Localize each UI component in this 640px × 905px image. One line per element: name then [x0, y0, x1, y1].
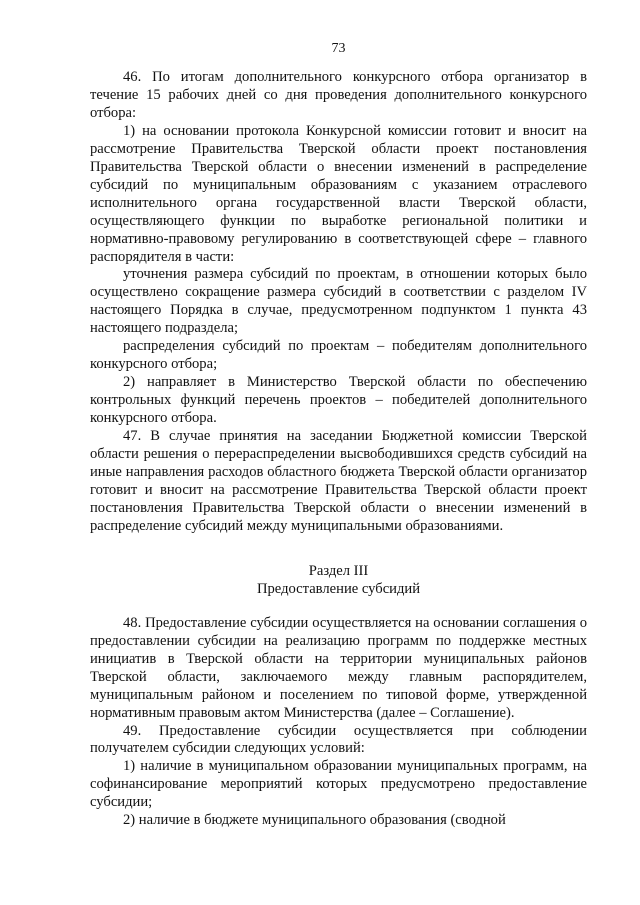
paragraph-49-item-1: 1) наличие в муниципальном образовании муниципальных программ, на софинансирование мероприятий которых предусмотрено предоставление субсидии; — [90, 758, 587, 811]
paragraph-49-item-2: 2) наличие в бюджете муниципального образования (сводной — [123, 812, 506, 829]
document-body — [90, 69, 587, 830]
paragraph-47: 47. В случае принятия на заседании Бюджетной комиссии Тверской области решения о перераспределении высвободившихся средств субсидий на иные направления расходов областного бюджета Тверской области организатор готовит и вносит на рассмотрение Правительства Тверской области проект постановления Правительства Тверской области о внесении изменений в распределение субсидий между муниципальными образованиями. — [90, 428, 587, 534]
section-heading — [90, 562, 587, 599]
paragraph-46-item-1: 1) на основании протокола Конкурсной комиссии готовит и вносит на рассмотрение Правительства Тверской области проект постановления Правительства Тверской области о внесении изменений в распределение субсидий по муниципальным образованиям с указанием отраслевого исполнительного органа государственной власти Тверской области, осуществляющего функции по выработке региональной политики и нормативно-правовому регулированию в соответствующей сфере – главного распорядителя в части: — [90, 122, 587, 265]
section-title: Предоставление субсидий — [256, 581, 421, 598]
paragraph-48: 48. Предоставление субсидии осуществляется на основании соглашения о предоставлении субсидии на реализацию программ по поддержке местных инициатив в Тверской области на территории муниципальных районов Тверской области, заключаемого между главным распорядителем, муниципальным районом и поселением по типовой форме, утвержденной нормативным правовым актом Министерства (далее – Соглашение). — [90, 614, 587, 721]
paragraph-46-item-1-sub-a: уточнения размера субсидий по проектам, в отношении которых было осуществлено сокращение размера субсидий в соответствии с разделом IV настоящего Порядка в случае, предусмотренном подпунктом 1 пункта 43 настоящего подраздела; — [90, 266, 587, 337]
section-number: Раздел III — [308, 562, 369, 579]
paragraph-46-item-1-sub-b: распределения субсидий по проектам – победителям дополнительного конкурсного отбора; — [90, 338, 587, 373]
section-body — [90, 615, 587, 830]
paragraph-49: 49. Предоставление субсидии осуществляется при соблюдении получателем субсидии следующих условий: — [90, 722, 587, 757]
page-number: 73 — [331, 41, 346, 56]
paragraph-46: 46. По итогам дополнительного конкурсного отбора организатор в течение 15 рабочих дней со дня проведения дополнительного конкурсного отбора: — [90, 69, 587, 121]
paragraph-46-item-2: 2) направляет в Министерство Тверской области по обеспечению контрольных функций перечень проектов – победителей дополнительного конкурсного отбора. — [90, 374, 587, 427]
